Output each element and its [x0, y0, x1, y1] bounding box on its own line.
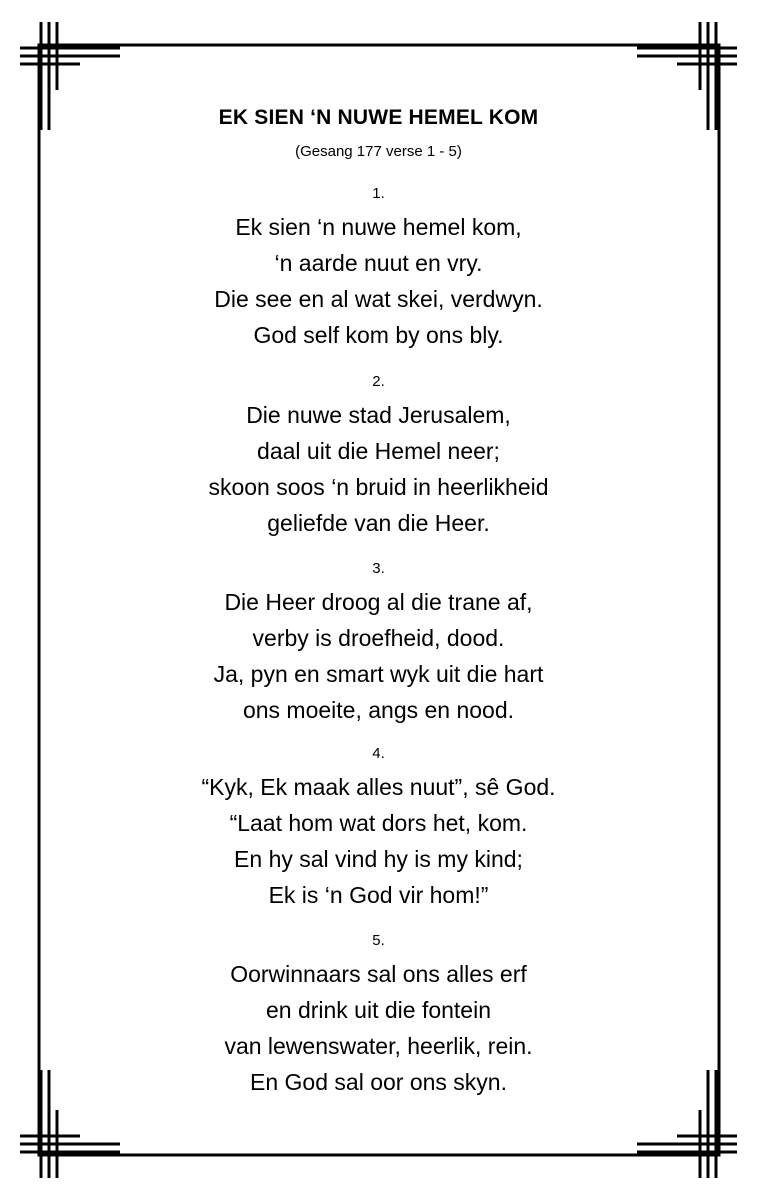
- verse-line: Die see en al wat skei, verdwyn.: [214, 286, 543, 312]
- verse-line: Die nuwe stad Jerusalem,: [246, 402, 511, 428]
- verse-line: Ek sien ‘n nuwe hemel kom,: [235, 214, 522, 240]
- verse-number: 1.: [372, 185, 385, 202]
- verse-line: van lewenswater, heerlik, rein.: [224, 1033, 533, 1059]
- verse-3: [0, 560, 757, 728]
- verse-5: [0, 932, 757, 1100]
- hymn-subtitle: (Gesang 177 verse 1 - 5): [295, 143, 462, 160]
- verse-number: 2.: [372, 373, 385, 390]
- verse-line: skoon soos ‘n bruid in heerlikheid: [208, 474, 549, 500]
- hymn-title: EK SIEN ‘N NUWE HEMEL KOM: [218, 106, 539, 129]
- verse-line: Die Heer droog al die trane af,: [224, 589, 533, 615]
- verse-number: 4.: [372, 745, 385, 762]
- verse-line: en drink uit die fontein: [265, 997, 492, 1023]
- verse-line: En God sal oor ons skyn.: [250, 1069, 507, 1095]
- verse-line: God self kom by ons bly.: [253, 322, 504, 348]
- verse-line: Ja, pyn en smart wyk uit die hart: [213, 661, 544, 687]
- verse-line: “Laat hom wat dors het, kom.: [229, 810, 528, 836]
- verse-line: ‘n aarde nuut en vry.: [274, 250, 483, 276]
- verse-line: Ek is ‘n God vir hom!”: [268, 882, 489, 908]
- verse-1: [0, 185, 757, 353]
- verse-line: ons moeite, angs en nood.: [242, 697, 515, 723]
- verse-line: En hy sal vind hy is my kind;: [234, 846, 523, 872]
- verse-line: geliefde van die Heer.: [267, 510, 490, 536]
- verse-line: “Kyk, Ek maak alles nuut”, sê God.: [201, 774, 556, 800]
- verse-line: daal uit die Hemel neer;: [257, 438, 500, 464]
- verse-number: 5.: [372, 932, 385, 949]
- verse-line: verby is droefheid, dood.: [252, 625, 505, 651]
- verse-2: [0, 373, 757, 541]
- verse-line: Oorwinnaars sal ons alles erf: [230, 961, 527, 987]
- verse-4: [0, 745, 757, 913]
- verse-number: 3.: [372, 560, 385, 577]
